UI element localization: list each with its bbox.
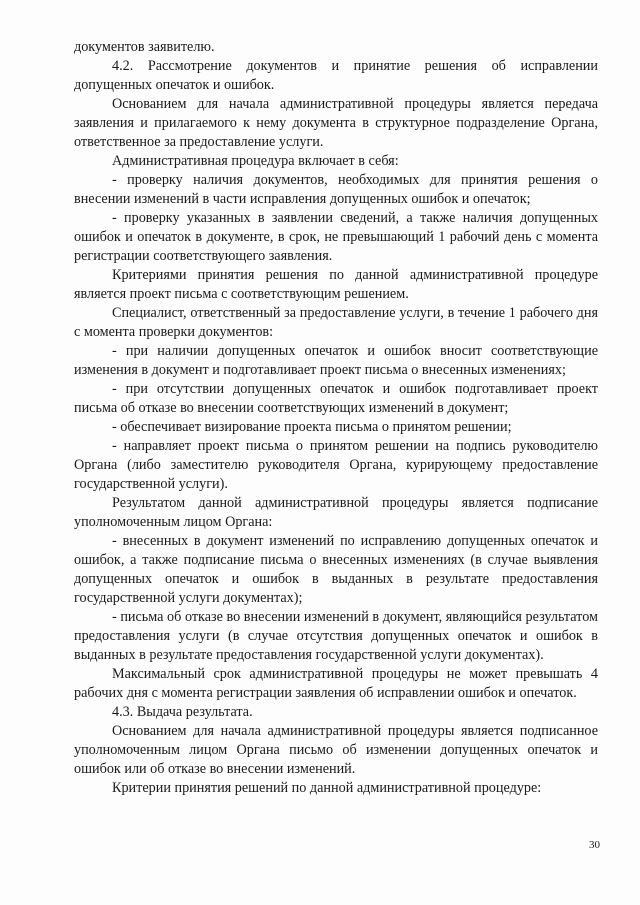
paragraph: документов заявителю.: [74, 39, 215, 55]
document-body: [74, 38, 598, 798]
paragraph: Критериями принятия решения по данной административной процедуре является проект письма с соответствующим решением.: [74, 267, 598, 302]
list-item: - проверку наличия документов, необходимых для принятия решения о внесении изменений в части исправления допущенных ошибок и опечаток;: [74, 172, 598, 207]
page-number: 30: [589, 839, 600, 851]
paragraph: Специалист, ответственный за предоставление услуги, в течение 1 рабочего дня с момента проверки документов:: [74, 305, 598, 340]
paragraph: Максимальный срок административной процедуры не может превышать 4 рабочих дня с момента регистрации заявления об исправлении ошибок и опечаток.: [74, 666, 598, 701]
list-item: - при наличии допущенных опечаток и ошибок вносит соответствующие изменения в документ и подготавливает проект письма о внесенных изменениях;: [74, 343, 598, 378]
section-heading: 4.3. Выдача результата.: [112, 704, 253, 720]
paragraph: Результатом данной административной процедуры является подписание уполномоченным лицом Органа:: [74, 495, 598, 530]
paragraph: Основанием для начала административной процедуры является подписанное уполномоченным лицом Органа письмо об изменении допущенных опечаток и ошибок или об отказе во внесении изменений.: [74, 723, 598, 777]
paragraph: Административная процедура включает в себя:: [112, 153, 399, 169]
list-item: - при отсутствии допущенных опечаток и ошибок подготавливает проект письма об отказе во внесении соответствующих изменений в документ;: [74, 381, 598, 416]
paragraph: Основанием для начала административной процедуры является передача заявления и прилагаемого к нему документа в структурное подразделение Органа, ответственное за предоставление услуги.: [74, 96, 598, 150]
list-item: - письма об отказе во внесении изменений в документ, являющийся результатом предоставления услуги (в случае отсутствия допущенных опечаток и ошибок в выданных в результате предоставления государственной услуги документах).: [74, 609, 598, 663]
paragraph: Критерии принятия решений по данной административной процедуре:: [112, 780, 542, 796]
list-item: - проверку указанных в заявлении сведений, а также наличия допущенных ошибок и опечаток в документе, в срок, не превышающий 1 рабочий день с момента регистрации соответствующего заявления.: [74, 210, 598, 264]
section-heading: 4.2. Рассмотрение документов и принятие решения об исправлении допущенных опечаток и ошибок.: [74, 58, 598, 93]
list-item: - обеспечивает визирование проекта письма о принятом решении;: [112, 419, 512, 435]
list-item: - внесенных в документ изменений по исправлению допущенных опечаток и ошибок, а также подписание письма о внесенных изменениях (в случае выявления допущенных опечаток и ошибок в выданных в результате предоставления государственной услуги документах);: [74, 533, 598, 606]
list-item: - направляет проект письма о принятом решении на подпись руководителю Органа (либо заместителю руководителя Органа, курирующему предоставление государственной услуги).: [74, 438, 598, 492]
